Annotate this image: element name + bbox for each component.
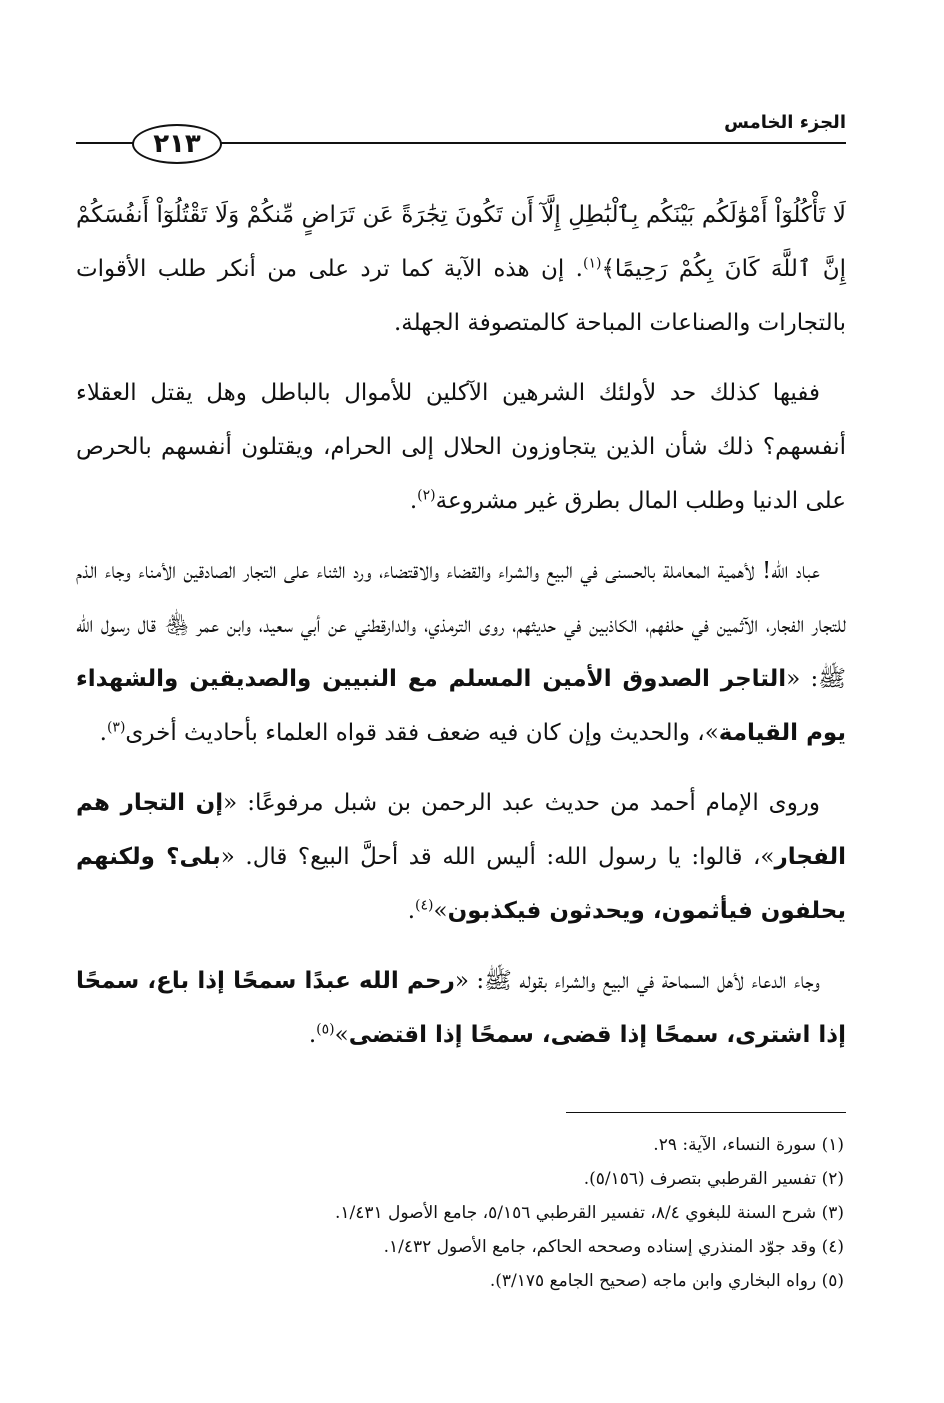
footnote-5: (٥) رواه البخاري وابن ماجه (صحيح الجامع ٣/١٧٥). — [489, 1271, 844, 1291]
paragraph-2: ففيها كذلك حد لأولئك الشرهين الآكلين للأموال بالباطل وهل يقتل العقلاء أنفسهم؟ ذلك شأن الذين يتجاوزون الحلال إلى الحرام، ويقتلون أنفسهم بالحرص على الدنيا وطلب المال بطرق غير مشروعة$^{(٢)}$. — [76, 380, 846, 514]
quran-verse: لَا تَأْكُلُوٓاْ أَمْوَٰلَكُم بَيْنَكُم بِٱلْبَٰطِلِ إِلَّآ أَن تَكُونَ تِجَٰرَةً عَن تَرَاضٍ مِّنكُمْ وَلَا تَقْتُلُوٓاْ أَنفُسَكُمْ إِنَّ ٱللَّهَ كَانَ بِكُمْ رَحِيمًا﴾ — [76, 202, 847, 282]
chapter-title: الجزء الخامس — [724, 112, 846, 133]
paragraph-verse — [76, 188, 846, 350]
hadith-text: إن التجار هم الفجار — [76, 790, 847, 870]
paragraph-text: وروى الإمام أحمد من حديث عبد الرحمن بن شبل مرفوعًا: « — [223, 790, 821, 816]
paragraph-text: »، قالوا: يا رسول الله: أليس الله قد أحلَّ البيع؟ قال. « — [220, 844, 775, 870]
hadith-text: بلى؟ ولكنهم يحلفون فيأثمون، ويحدثون فيكذبون — [76, 844, 846, 924]
hadith-text: التاجر الصدوق الأمين المسلم مع النبيين والصديقين والشهداء يوم القيامة — [76, 666, 846, 746]
paragraph-text: »، والحديث وإن كان فيه ضعف فقد قواه العلماء بأحاديث أخرى — [125, 720, 719, 746]
paragraph-3: عباد الله! لأهمية المعاملة بالحسنى في البيع والشراء والقضاء والاقتضاء، ورد الثناء على التجار الصادقين الأمناء وجاء الذم للتجار الفجار، الآثمين في حلفهم، الكاذبين في حديثهم، روى الترمذي، والدارقطني عن أبي سعيد، وابن عمر ﵃ قال رسول الله ﷺ: «التاجر الصدوق الأمين المسلم مع النبيين والصديقين والشهداء يوم القيامة»، والحديث وإن كان فيه ضعف فقد قواه العلماء بأحاديث أخرى$^{(٣)}$. — [76, 558, 847, 746]
paragraph-4: وروى الإمام أحمد من حديث عبد الرحمن بن شبل مرفوعًا: «إن التجار هم الفجار»، قالوا: يا رسول الله: أليس الله قد أحلَّ البيع؟ قال. «بلى؟ ولكنهم يحلفون فيأثمون، ويحدثون فيكذبون»$^{(٤)}$. — [76, 790, 847, 924]
paragraph-text: عباد الله! لأهمية المعاملة بالحسنى في البيع والشراء والقضاء والاقتضاء، ورد الثناء على التجار الصادقين الأمناء وجاء الذم للتجار الفجار، الآثمين في حلفهم، الكاذبين في حديثهم، روى الترمذي، والدارقطني عن أبي سعيد، وابن عمر ﵃ قال رسول الله ﷺ: « — [76, 558, 847, 692]
hadith-text: رحم الله عبدًا سمحًا إذا باع، سمحًا إذا اشترى، سمحًا إذا قضى، سمحًا إذا اقتضى — [76, 968, 846, 1048]
main-text — [76, 188, 846, 1078]
footnote-ref-2: (٢) — [417, 487, 436, 504]
footnote-4: (٤) وقد جوّد المنذري إسناده وصححه الحاكم، جامع الأصول ١/٤٣٢. — [383, 1237, 844, 1257]
footnote-ref-3: (٣) — [106, 719, 126, 736]
footnotes — [76, 1128, 846, 1298]
footnote-ref-5: (٥) — [316, 1021, 335, 1038]
footnote-ref-4: (٤) — [415, 897, 434, 914]
paragraph-text: وجاء الدعاء لأهل السماحة في البيع والشراء بقوله ﷺ: « — [454, 968, 820, 994]
footnote-separator — [566, 1112, 846, 1113]
page-number: ٢١٣ — [132, 124, 222, 164]
page-header — [76, 104, 846, 159]
paragraph-5: وجاء الدعاء لأهل السماحة في البيع والشراء بقوله ﷺ: «رحم الله عبدًا سمحًا إذا باع، سمحًا إذا اشترى، سمحًا إذا قضى، سمحًا إذا اقتضى»$^{(٥)}$. — [76, 968, 846, 1048]
paragraph-text: . إن هذه الآية كما ترد على من أنكر طلب الأقوات بالتجارات والصناعات المباحة كالمتصوفة الجهلة. — [76, 256, 846, 336]
paragraph-text: ففيها كذلك حد لأولئك الشرهين الآكلين للأموال بالباطل وهل يقتل العقلاء أنفسهم؟ ذلك شأن الذين يتجاوزون الحلال إلى الحرام، ويقتلون أنفسهم بالحرص على الدنيا وطلب المال بطرق غير مشروعة — [76, 380, 846, 514]
footnote-1: (١) سورة النساء، الآية: ٢٩. — [653, 1135, 844, 1155]
footnote-3: (٣) شرح السنة للبغوي ٨/٤، تفسير القرطبي ٥/١٥٦، جامع الأصول ١/٤٣١. — [334, 1203, 844, 1223]
footnote-2: (٢) تفسير القرطبي بتصرف (٥/١٥٦). — [583, 1169, 844, 1189]
footnote-ref-1: (١) — [582, 255, 602, 272]
